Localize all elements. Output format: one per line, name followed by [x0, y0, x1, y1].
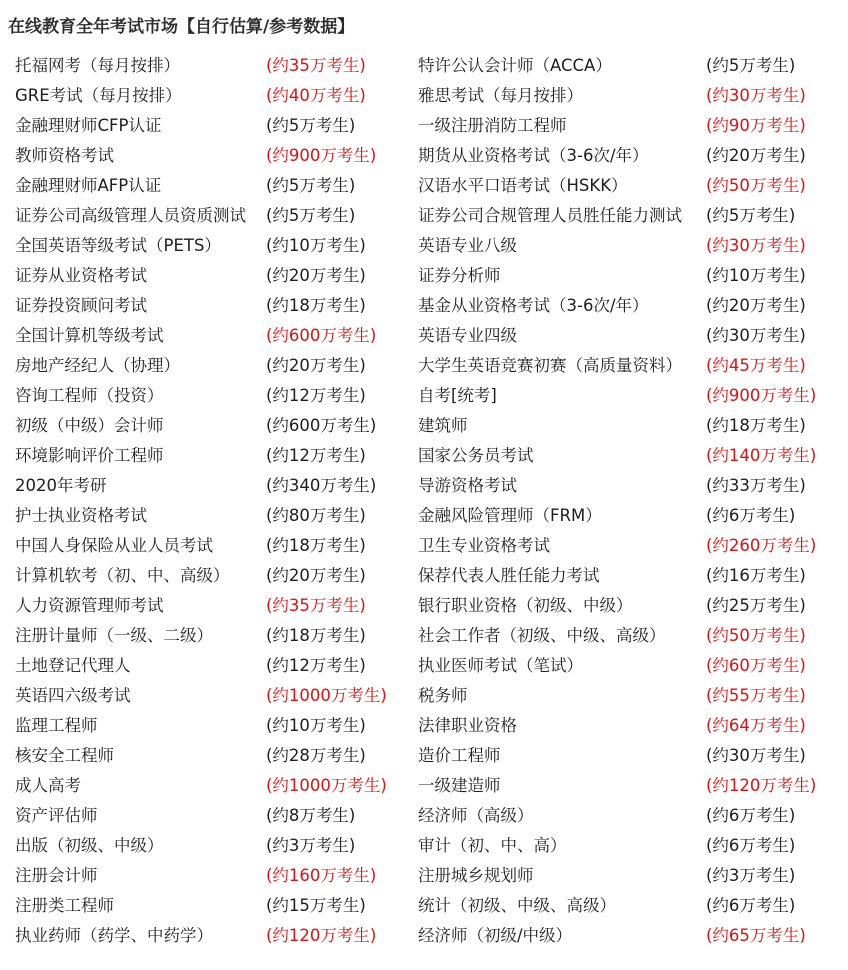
- candidate-count: (约18万考生): [266, 536, 366, 555]
- table-row: [0, 441, 848, 471]
- candidate-count: (约8万考生): [266, 806, 356, 825]
- candidate-count: (约20万考生): [706, 296, 806, 315]
- exam-name: 英语四六级考试: [15, 686, 131, 705]
- candidate-count: (约64万考生): [706, 716, 806, 735]
- candidate-count: (约1000万考生): [266, 686, 387, 705]
- table-row: [0, 831, 848, 861]
- candidate-count: (约160万考生): [266, 866, 377, 885]
- exam-name: 卫生专业资格考试: [418, 536, 550, 555]
- exam-name: 监理工程师: [15, 716, 98, 735]
- candidate-count: (约65万考生): [706, 926, 806, 945]
- table-row: [0, 771, 848, 801]
- candidate-count: (约20万考生): [266, 266, 366, 285]
- candidate-count: (约18万考生): [266, 296, 366, 315]
- table-row: [0, 261, 848, 291]
- exam-name: 房地产经纪人（协理）: [15, 356, 180, 375]
- candidate-count: (约6万考生): [706, 806, 796, 825]
- candidate-count: (约55万考生): [706, 686, 806, 705]
- candidate-count: (约600万考生): [266, 326, 377, 345]
- table-row: [0, 561, 848, 591]
- candidate-count: (约140万考生): [706, 446, 817, 465]
- exam-name: 大学生英语竞赛初赛（高质量资料）: [418, 356, 682, 375]
- candidate-count: (约600万考生): [266, 416, 377, 435]
- table-row: [0, 141, 848, 171]
- exam-name: 一级建造师: [418, 776, 501, 795]
- exam-name: 注册城乡规划师: [418, 866, 534, 885]
- table-row: [0, 321, 848, 351]
- exam-name: 资产评估师: [15, 806, 98, 825]
- candidate-count: (约20万考生): [266, 566, 366, 585]
- exam-name: 金融理财师CFP认证: [15, 116, 162, 135]
- candidate-count: (约6万考生): [706, 506, 796, 525]
- candidate-count: (约45万考生): [706, 356, 806, 375]
- exam-name: 证券投资顾问考试: [15, 296, 147, 315]
- exam-name: 环境影响评价工程师: [15, 446, 164, 465]
- exam-name: 执业医师考试（笔试）: [418, 656, 583, 675]
- exam-name: 汉语水平口语考试（HSKK）: [418, 176, 628, 195]
- candidate-count: (约25万考生): [706, 596, 806, 615]
- table-row: [0, 351, 848, 381]
- exam-name: 经济师（高级）: [418, 806, 534, 825]
- candidate-count: (约3万考生): [706, 866, 796, 885]
- exam-name: 成人高考: [15, 776, 81, 795]
- candidate-count: (约40万考生): [266, 86, 366, 105]
- candidate-count: (约80万考生): [266, 506, 366, 525]
- table-row: [0, 231, 848, 261]
- exam-name: 英语专业八级: [418, 236, 517, 255]
- exam-name: 注册会计师: [15, 866, 98, 885]
- exam-name: 全国英语等级考试（PETS）: [15, 236, 221, 255]
- table-row: [0, 471, 848, 501]
- table-row: [0, 171, 848, 201]
- candidate-count: (约20万考生): [266, 356, 366, 375]
- candidate-count: (约120万考生): [266, 926, 377, 945]
- exam-name: 特许公认会计师（ACCA）: [418, 56, 612, 75]
- table-row: [0, 291, 848, 321]
- exam-name: 保荐代表人胜任能力考试: [418, 566, 600, 585]
- table-row: [0, 861, 848, 891]
- candidate-count: (约12万考生): [266, 446, 366, 465]
- candidate-count: (约3万考生): [266, 836, 356, 855]
- exam-name: 计算机软考（初、中、高级）: [15, 566, 230, 585]
- candidate-count: (约900万考生): [266, 146, 377, 165]
- table-row: [0, 711, 848, 741]
- exam-name: 建筑师: [418, 416, 468, 435]
- exam-name: 证券分析师: [418, 266, 501, 285]
- exam-name: 导游资格考试: [418, 476, 517, 495]
- candidate-count: (约18万考生): [706, 416, 806, 435]
- candidate-count: (约260万考生): [706, 536, 817, 555]
- candidate-count: (约5万考生): [706, 206, 796, 225]
- table-row: [0, 891, 848, 921]
- candidate-count: (约30万考生): [706, 326, 806, 345]
- candidate-count: (约90万考生): [706, 116, 806, 135]
- table-row: [0, 591, 848, 621]
- exam-name: 咨询工程师（投资）: [15, 386, 164, 405]
- exam-name: 基金从业资格考试（3-6次/年）: [418, 296, 649, 315]
- candidate-count: (约35万考生): [266, 596, 366, 615]
- exam-name: 中国人身保险从业人员考试: [15, 536, 213, 555]
- candidate-count: (约18万考生): [266, 626, 366, 645]
- exam-name: 注册类工程师: [15, 896, 114, 915]
- table-row: [0, 381, 848, 411]
- exam-name: 核安全工程师: [15, 746, 114, 765]
- candidate-count: (约16万考生): [706, 566, 806, 585]
- candidate-count: (约1000万考生): [266, 776, 387, 795]
- exam-name: 期货从业资格考试（3-6次/年）: [418, 146, 649, 165]
- table-row: [0, 801, 848, 831]
- candidate-count: (约35万考生): [266, 56, 366, 75]
- exam-name: 全国计算机等级考试: [15, 326, 164, 345]
- exam-name: 社会工作者（初级、中级、高级）: [418, 626, 666, 645]
- candidate-count: (约5万考生): [266, 116, 356, 135]
- exam-name: 造价工程师: [418, 746, 501, 765]
- exam-name: 证券公司高级管理人员资质测试: [15, 206, 246, 225]
- exam-name: 银行职业资格（初级、中级）: [418, 596, 633, 615]
- exam-name: 初级（中级）会计师: [15, 416, 164, 435]
- table-row: [0, 621, 848, 651]
- page-title: 在线教育全年考试市场【自行估算/参考数据】: [8, 17, 355, 37]
- candidate-count: (约120万考生): [706, 776, 817, 795]
- candidate-count: (约50万考生): [706, 626, 806, 645]
- table-row: [0, 921, 848, 951]
- candidate-count: (约10万考生): [706, 266, 806, 285]
- candidate-count: (约30万考生): [706, 86, 806, 105]
- table-row: [0, 651, 848, 681]
- candidate-count: (约5万考生): [266, 176, 356, 195]
- exam-name: 国家公务员考试: [418, 446, 534, 465]
- exam-name: 证券公司合规管理人员胜任能力测试: [418, 206, 682, 225]
- candidate-count: (约6万考生): [706, 896, 796, 915]
- exam-name: 统计（初级、中级、高级）: [418, 896, 616, 915]
- table-row: [0, 201, 848, 231]
- exam-name: 雅思考试（每月按排）: [418, 86, 583, 105]
- table-row: [0, 81, 848, 111]
- exam-name: 执业药师（药学、中药学）: [15, 926, 213, 945]
- exam-name: 教师资格考试: [15, 146, 114, 165]
- exam-name: 一级注册消防工程师: [418, 116, 567, 135]
- candidate-count: (约12万考生): [266, 386, 366, 405]
- candidate-count: (约5万考生): [266, 206, 356, 225]
- exam-name: 金融理财师AFP认证: [15, 176, 162, 195]
- table-row: [0, 51, 848, 81]
- candidate-count: (约50万考生): [706, 176, 806, 195]
- candidate-count: (约30万考生): [706, 236, 806, 255]
- exam-name: 自考[统考]: [418, 386, 497, 405]
- candidate-count: (约28万考生): [266, 746, 366, 765]
- exam-name: 税务师: [418, 686, 468, 705]
- candidate-count: (约900万考生): [706, 386, 817, 405]
- candidate-count: (约30万考生): [706, 746, 806, 765]
- exam-name: 注册计量师（一级、二级）: [15, 626, 213, 645]
- candidate-count: (约60万考生): [706, 656, 806, 675]
- table-row: [0, 501, 848, 531]
- table-row: [0, 741, 848, 771]
- candidate-count: (约20万考生): [706, 146, 806, 165]
- candidate-count: (约10万考生): [266, 716, 366, 735]
- table-row: [0, 531, 848, 561]
- exam-name: 土地登记代理人: [15, 656, 131, 675]
- candidate-count: (约340万考生): [266, 476, 377, 495]
- candidate-count: (约5万考生): [706, 56, 796, 75]
- exam-name: 法律职业资格: [418, 716, 517, 735]
- exam-name: 证券从业资格考试: [15, 266, 147, 285]
- exam-name: 审计（初、中、高）: [418, 836, 567, 855]
- exam-name: 人力资源管理师考试: [15, 596, 164, 615]
- candidate-count: (约6万考生): [706, 836, 796, 855]
- candidate-count: (约10万考生): [266, 236, 366, 255]
- exam-name: 经济师（初级/中级）: [418, 926, 573, 945]
- candidate-count: (约12万考生): [266, 656, 366, 675]
- exam-name: 金融风险管理师（FRM）: [418, 506, 602, 525]
- table-row: [0, 681, 848, 711]
- candidate-count: (约15万考生): [266, 896, 366, 915]
- table-row: [0, 111, 848, 141]
- exam-name: 护士执业资格考试: [15, 506, 147, 525]
- exam-name: 2020年考研: [15, 476, 107, 495]
- exam-name: 出版（初级、中级）: [15, 836, 164, 855]
- exam-name: 英语专业四级: [418, 326, 517, 345]
- exam-name: GRE考试（每月按排）: [15, 86, 182, 105]
- candidate-count: (约33万考生): [706, 476, 806, 495]
- exam-name: 托福网考（每月按排）: [15, 56, 180, 75]
- table-row: [0, 411, 848, 441]
